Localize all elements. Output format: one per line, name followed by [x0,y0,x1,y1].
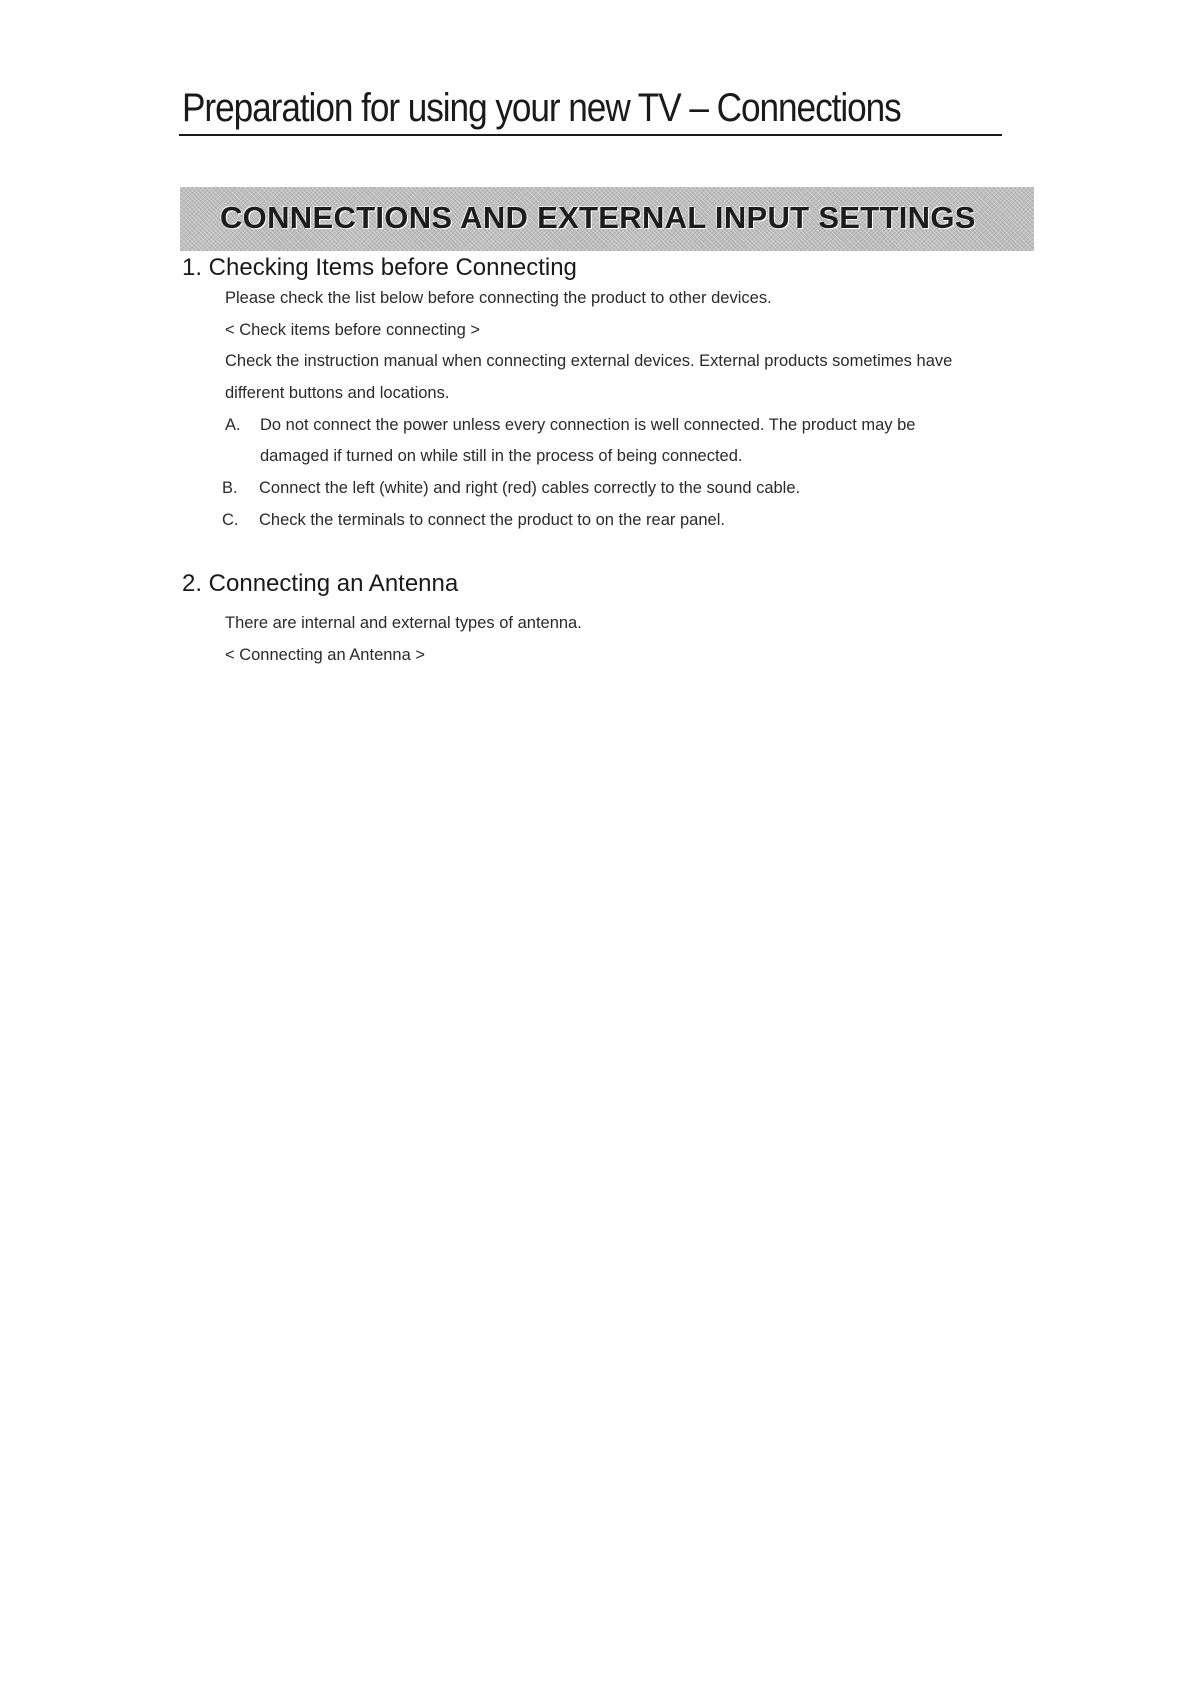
list-marker: C. [222,511,239,529]
section-heading-connecting-antenna: 2. Connecting an Antenna [182,570,459,597]
section-subheading: < Check items before connecting > [225,321,480,339]
banner-title: CONNECTIONS AND EXTERNAL INPUT SETTINGS [220,200,976,235]
title-underline [179,134,1002,136]
list-marker: B. [222,479,238,497]
list-item-text: Check the terminals to connect the product to on the rear panel. [259,511,725,529]
list-item-text: Connect the left (white) and right (red) cables correctly to the sound cable. [259,479,801,497]
paragraph-line: different buttons and locations. [225,384,450,402]
section-subheading: < Connecting an Antenna > [225,646,425,664]
section-intro: There are internal and external types of antenna. [225,614,582,632]
page-title: Preparation for using your new TV – Connections [182,86,901,130]
list-item-text: damaged if turned on while still in the process of being connected. [260,447,743,465]
list-marker: A. [225,416,241,434]
paragraph-line: Check the instruction manual when connecting external devices. External products sometimes have [225,352,953,370]
section-banner [180,187,1034,251]
list-item-text: Do not connect the power unless every connection is well connected. The product may be [260,416,916,434]
section-intro: Please check the list below before connecting the product to other devices. [225,289,772,307]
section-heading-checking-items: 1. Checking Items before Connecting [182,254,577,281]
